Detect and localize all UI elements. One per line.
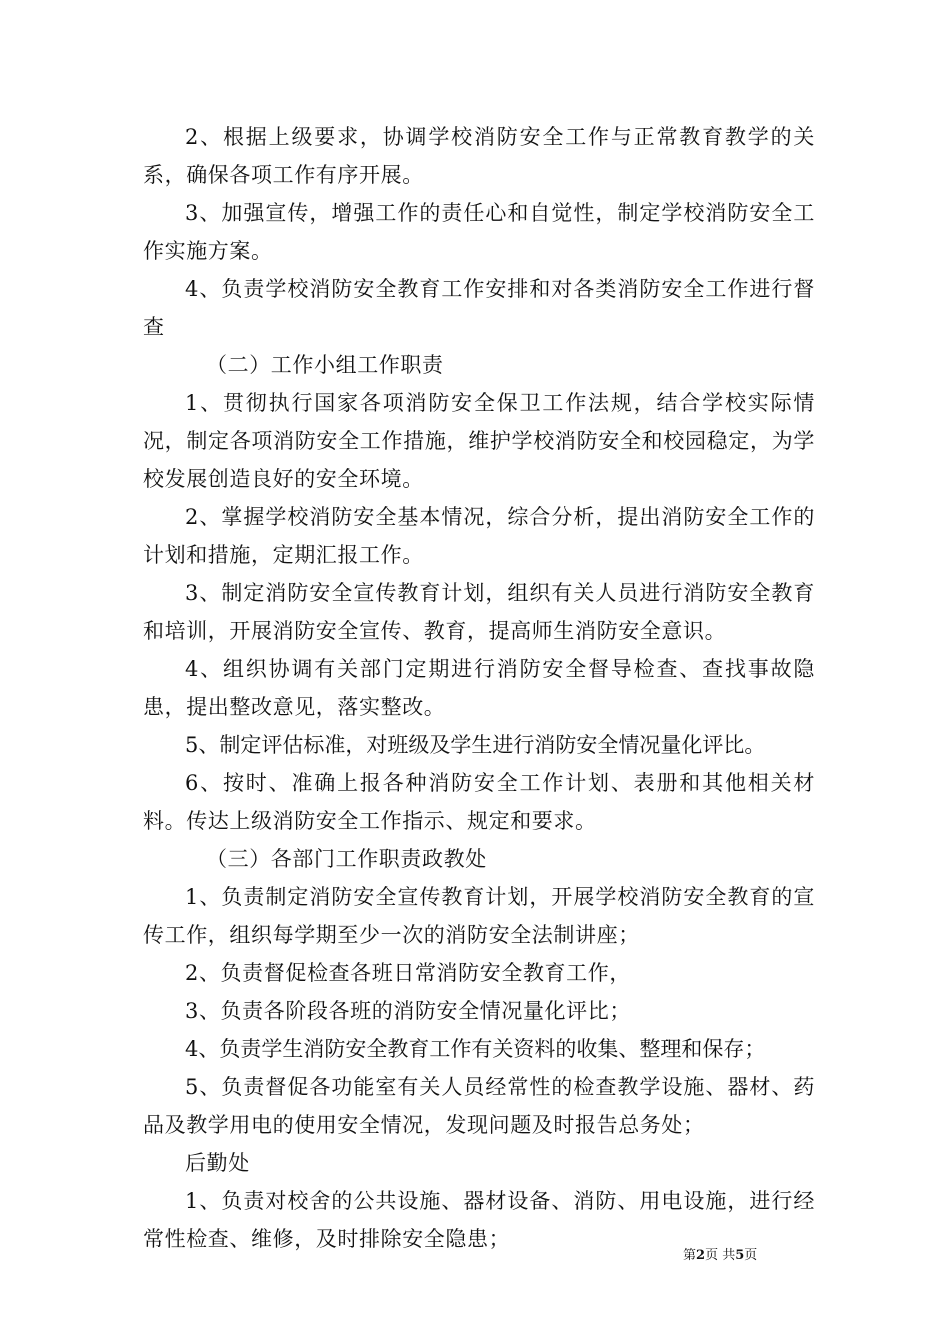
section-heading-working-group: （二）工作小组工作职责 — [206, 353, 444, 377]
paragraph-political-3: 3、负责各阶段各班的消防安全情况量化评比； — [185, 999, 631, 1023]
paragraph-political-5: 5、负责督促各功能室有关人员经常性的检查教学设施、器材、药品及教学用电的使用安全情况，发现问题及时报告总务处； — [143, 1075, 815, 1137]
paragraph-item-3: 3、加强宣传，增强工作的责任心和自觉性，制定学校消防安全工作实施方案。 — [143, 201, 815, 263]
current-page-number: 2 — [696, 1248, 706, 1263]
paragraph-duty-6: 6、按时、准确上报各种消防安全工作计划、表册和其他相关材料。传达上级消防安全工作指示、规定和要求。 — [143, 771, 815, 833]
section-heading-logistics: 后勤处 — [185, 1151, 250, 1175]
footer-middle: 页 共 — [705, 1248, 736, 1263]
total-pages-number: 5 — [735, 1248, 745, 1263]
section-heading-departments: （三）各部门工作职责政教处 — [206, 847, 487, 871]
paragraph-logistics-1: 1、负责对校舍的公共设施、器材设备、消防、用电设施，进行经常性检查、维修，及时排除安全隐患； — [143, 1189, 815, 1251]
paragraph-item-4: 4、负责学校消防安全教育工作安排和对各类消防安全工作进行督查 — [143, 277, 815, 339]
paragraph-duty-4: 4、组织协调有关部门定期进行消防安全督导检查、查找事故隐患，提出整改意见，落实整改。 — [143, 657, 815, 719]
paragraph-duty-5: 5、制定评估标准，对班级及学生进行消防安全情况量化评比。 — [185, 733, 766, 757]
paragraph-political-4: 4、负责学生消防安全教育工作有关资料的收集、整理和保存； — [185, 1037, 766, 1061]
paragraph-political-1: 1、负责制定消防安全宣传教育计划，开展学校消防安全教育的宣传工作，组织每学期至少一次的消防安全法制讲座； — [143, 885, 815, 947]
paragraph-duty-1: 1、贯彻执行国家各项消防安全保卫工作法规，结合学校实际情况，制定各项消防安全工作措施，维护学校消防安全和校园稳定，为学校发展创造良好的安全环境。 — [143, 391, 815, 491]
paragraph-item-2: 2、根据上级要求，协调学校消防安全工作与正常教育教学的关系，确保各项工作有序开展。 — [143, 125, 815, 187]
paragraph-political-2: 2、负责督促检查各班日常消防安全教育工作， — [185, 961, 631, 985]
paragraph-duty-3: 3、制定消防安全宣传教育计划，组织有关人员进行消防安全教育和培训，开展消防安全宣传、教育，提高师生消防安全意识。 — [143, 581, 815, 643]
footer-suffix: 页 — [744, 1248, 758, 1263]
footer-prefix: 第 — [683, 1248, 697, 1263]
paragraph-duty-2: 2、掌握学校消防安全基本情况，综合分析，提出消防安全工作的计划和措施，定期汇报工作。 — [143, 505, 815, 567]
page-number-footer — [683, 1248, 757, 1264]
document-body — [143, 118, 815, 1258]
